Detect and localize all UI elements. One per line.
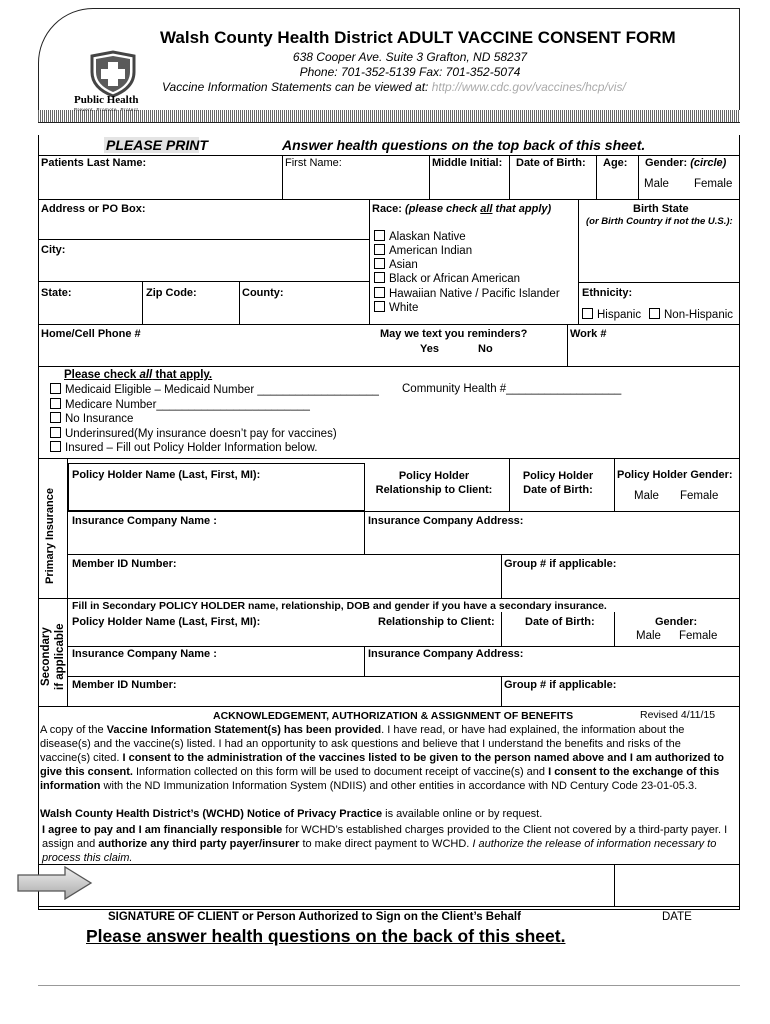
race-option[interactable] [374, 287, 560, 300]
coverage-option-label: Medicaid Eligible – Medicaid Number ___________________ [65, 384, 379, 396]
date-field[interactable] [615, 866, 739, 906]
rule [501, 612, 502, 646]
rule [38, 458, 740, 459]
race-label-note-all: all [480, 203, 493, 215]
gender-female[interactable]: Female [694, 178, 733, 190]
checkbox[interactable] [374, 258, 385, 269]
gender-label [645, 157, 726, 169]
age-label: Age: [603, 157, 628, 169]
middle-initial-label: Middle Initial: [432, 157, 503, 169]
ack-p1-b: Vaccine Information Statement(s) has been provided [106, 724, 382, 736]
rule [429, 155, 430, 199]
revised-date: Revised 4/11/15 [640, 709, 716, 721]
signature-field[interactable] [94, 866, 612, 906]
primary-company-label: Insurance Company Name : [72, 515, 217, 527]
rule [67, 676, 740, 677]
ack-p3-d: to make direct payment to WCHD. [299, 838, 473, 850]
coverage-option[interactable] [50, 398, 310, 411]
primary-relationship-label: Policy Holder Relationship to Client: [375, 470, 493, 496]
secondary-group-label: Group # if applicable: [504, 679, 617, 691]
secondary-gender-male[interactable]: Male [636, 630, 661, 642]
race-option-label: Hawaiian Native / Pacific Islander [389, 288, 560, 300]
coverage-option[interactable] [50, 412, 133, 425]
coverage-heading-all: all [139, 369, 153, 381]
rule [239, 281, 240, 324]
race-option-label: White [389, 302, 419, 314]
race-label [372, 203, 551, 215]
header-phone: Phone: 701-352-5139 Fax: 701-352-5074 [299, 65, 521, 79]
birth-state-label: Birth State [633, 203, 689, 215]
rule [614, 458, 615, 511]
header-address: 638 Cooper Ave. Suite 3 Grafton, ND 58237 [292, 50, 528, 64]
phone-label: Home/Cell Phone # [41, 328, 141, 340]
coverage-option[interactable] [50, 383, 379, 396]
acknowledgement-paragraph-2 [40, 807, 732, 821]
race-option[interactable] [374, 301, 418, 314]
work-phone-label: Work # [570, 328, 607, 340]
rule [38, 906, 740, 907]
rule [501, 676, 502, 706]
please-answer-footer: Please answer health questions on the back of this sheet. [86, 926, 566, 946]
secondary-company-address-label: Insurance Company Address: [368, 648, 524, 660]
race-option-label: Alaskan Native [389, 231, 466, 243]
rule [614, 612, 615, 646]
date-label: DATE [662, 911, 692, 923]
secondary-gender-label: Gender: [655, 616, 698, 628]
ack-p1-g: with the ND Immunization Information System (NDIIS) and other entities in accordance with ND Century Code 23-01-05.3. [100, 780, 698, 792]
please-print: PLEASE PRINT [106, 137, 208, 153]
race-option-label: Asian [389, 259, 418, 271]
please-answer-text: Please answer health questions on the back of this sheet [86, 926, 561, 946]
form-title: Walsh County Health District ADULT VACCINE CONSENT FORM [160, 28, 676, 47]
secondary-holder-name-label: Policy Holder Name (Last, First, MI): [72, 616, 261, 628]
dob-label: Date of Birth: [516, 157, 586, 169]
acknowledgement-paragraph-1 [40, 723, 732, 793]
primary-group-label: Group # if applicable: [504, 558, 617, 570]
primary-insurance-side-label: Primary Insurance [44, 488, 56, 584]
rule [578, 282, 740, 283]
checkbox[interactable] [374, 301, 385, 312]
coverage-heading-b: that apply. [155, 369, 213, 381]
rule [38, 324, 740, 325]
secondary-fill-note: Fill in Secondary POLICY HOLDER name, relationship, DOB and gender if you have a secondary insurance. [72, 600, 607, 612]
checkbox[interactable] [374, 230, 385, 241]
rule [501, 554, 502, 598]
ack-p1-a: A copy of the [40, 724, 107, 736]
ack-p1-c: . I have read, or have had explained, the information about the disease(s) and the vaccine(s) listed. I had an opportunity to ask questions and believe that I understand the benefits and risks of the vaccine(s) cited. [40, 724, 685, 764]
race-option[interactable] [374, 244, 472, 257]
rule [38, 199, 740, 200]
rule [67, 554, 740, 555]
state-label: State: [41, 287, 72, 299]
primary-holder-gender-label: Policy Holder Gender: [617, 469, 733, 481]
primary-gender-female[interactable]: Female [680, 490, 719, 502]
acknowledgement-paragraph-3 [42, 823, 734, 865]
rule [142, 281, 143, 324]
coverage-option-label: No Insurance [65, 413, 134, 425]
race-label-note-b: that apply) [495, 203, 552, 215]
checkbox[interactable] [50, 398, 61, 409]
secondary-company-label: Insurance Company Name : [72, 648, 217, 660]
gender-circle-note: (circle) [690, 157, 727, 169]
secondary-member-id-label: Member ID Number: [72, 679, 177, 691]
text-reminder-question: May we text you reminders? [380, 328, 528, 340]
primary-holder-dob-label: Policy Holder Date of Birth: [522, 470, 594, 496]
ack-p1-d: I consent to the administration of the vaccines listed to be given to the person named above and I am authorized to give this consent. [40, 752, 724, 778]
secondary-gender-female[interactable]: Female [679, 630, 718, 642]
coverage-option[interactable] [50, 427, 337, 440]
secondary-side-label: Secondary [40, 627, 52, 686]
checkbox[interactable] [50, 441, 61, 452]
city-label: City: [41, 244, 66, 256]
rule [596, 155, 597, 199]
coverage-option-label: Medicare Number________________________ [65, 399, 310, 411]
secondary-dob-label: Date of Birth: [525, 616, 595, 628]
checkbox[interactable] [50, 427, 61, 438]
ack-p2-b: is available online or by request. [382, 808, 543, 820]
rule [38, 239, 369, 240]
non-hispanic-label: Non-Hispanic [664, 309, 734, 321]
primary-company-field[interactable] [68, 511, 365, 555]
sign-here-arrow-icon [17, 866, 93, 900]
rule [578, 199, 579, 324]
coverage-heading [64, 369, 212, 381]
checkbox[interactable] [50, 383, 61, 394]
signature-label: SIGNATURE OF CLIENT or Person Authorized to Sign on the Client’s Behalf [108, 911, 521, 923]
ack-p3-e: I authorize the release of information necessary to process this claim. [42, 838, 717, 864]
acknowledgement-heading: ACKNOWLEDGEMENT, AUTHORIZATION & ASSIGNMENT OF BENEFITS [213, 710, 574, 722]
primary-holder-name-field[interactable] [68, 463, 365, 511]
ethnicity-non-hispanic[interactable] [649, 308, 733, 321]
race-option[interactable] [374, 272, 520, 285]
rule [38, 281, 369, 282]
ack-p1-e: Information collected on this form will be used to document receipt of vaccine(s) and [132, 766, 549, 778]
rule [38, 706, 740, 707]
address-label: Address or PO Box: [41, 203, 146, 215]
race-option[interactable] [374, 230, 466, 243]
race-label-note-a: (please check [405, 203, 478, 215]
checkbox[interactable] [374, 272, 385, 283]
ack-p1-f: I consent to the exchange of this information [40, 766, 720, 792]
zip-label: Zip Code: [146, 287, 197, 299]
rule [38, 985, 740, 986]
ack-p3-a: I agree to pay and I am financially responsible [42, 824, 283, 836]
primary-gender-male[interactable]: Male [634, 490, 659, 502]
text-yes[interactable]: Yes [420, 343, 439, 355]
ethnicity-label: Ethnicity: [582, 287, 633, 299]
rule [509, 458, 510, 511]
rule [38, 366, 740, 367]
checkbox[interactable] [649, 308, 660, 319]
last-name-label: Patients Last Name: [41, 157, 147, 169]
primary-member-id-label: Member ID Number: [72, 558, 177, 570]
gender-male[interactable]: Male [644, 178, 669, 190]
checkbox[interactable] [374, 287, 385, 298]
coverage-heading-a: Please check [64, 369, 137, 381]
first-name-label: First Name: [285, 157, 342, 169]
hispanic-label: Hispanic [597, 309, 642, 321]
vis-note-text: Vaccine Information Statements can be viewed at: [162, 80, 429, 94]
coverage-option-label: Underinsured(My insurance doesn’t pay for vaccines) [65, 428, 337, 440]
ack-p3-b: for WCHD’s established charges provided to the Client not covered by a third-party payer. I assign and [42, 824, 728, 850]
rule [282, 155, 283, 199]
logo-subtext: Prevent. Promote. Protect. [74, 107, 141, 112]
rule [38, 909, 740, 910]
secondary-relationship-label: Relationship to Client: [378, 616, 495, 628]
text-no[interactable]: No [478, 343, 493, 355]
coverage-option[interactable] [50, 441, 317, 454]
race-label-text: Race: [372, 203, 402, 215]
secondary-company-field[interactable] [68, 646, 365, 677]
rule [369, 199, 370, 324]
race-option[interactable] [374, 258, 418, 271]
rule [38, 864, 740, 865]
checkbox[interactable] [582, 308, 593, 319]
answer-instruction: Answer health questions on the top back of this sheet. [282, 137, 646, 153]
rule [38, 598, 740, 599]
race-option-label: American Indian [389, 245, 473, 257]
ack-p3-c: authorize any third party payer/insurer [98, 838, 300, 850]
ack-p2-a: Walsh County Health District’s (WCHD) Notice of Privacy Practice [40, 808, 383, 820]
primary-company-address-label: Insurance Company Address: [368, 515, 524, 527]
rule [638, 155, 639, 199]
checkbox[interactable] [50, 412, 61, 423]
race-option-label: Black or African American [389, 273, 521, 285]
community-health-number: Community Health #__________________ [402, 383, 622, 395]
gender-label-text: Gender: [645, 157, 688, 169]
rule [38, 155, 740, 156]
secondary-side-label-note: if applicable [54, 623, 66, 690]
checkbox[interactable] [374, 244, 385, 255]
primary-holder-name-label: Policy Holder Name (Last, First, MI): [72, 469, 261, 481]
birth-country-label: (or Birth Country if not the U.S.): [586, 216, 733, 227]
vis-link[interactable]: http://www.cdc.gov/vaccines/hcp/vis/ [431, 80, 626, 94]
vis-note [162, 80, 626, 94]
rule [509, 155, 510, 199]
coverage-option-label: Insured – Fill out Policy Holder Information below. [65, 442, 318, 454]
county-label: County: [242, 287, 284, 299]
rule [567, 324, 568, 366]
ethnicity-hispanic[interactable] [582, 308, 641, 321]
logo-text: Public Health [74, 94, 139, 106]
